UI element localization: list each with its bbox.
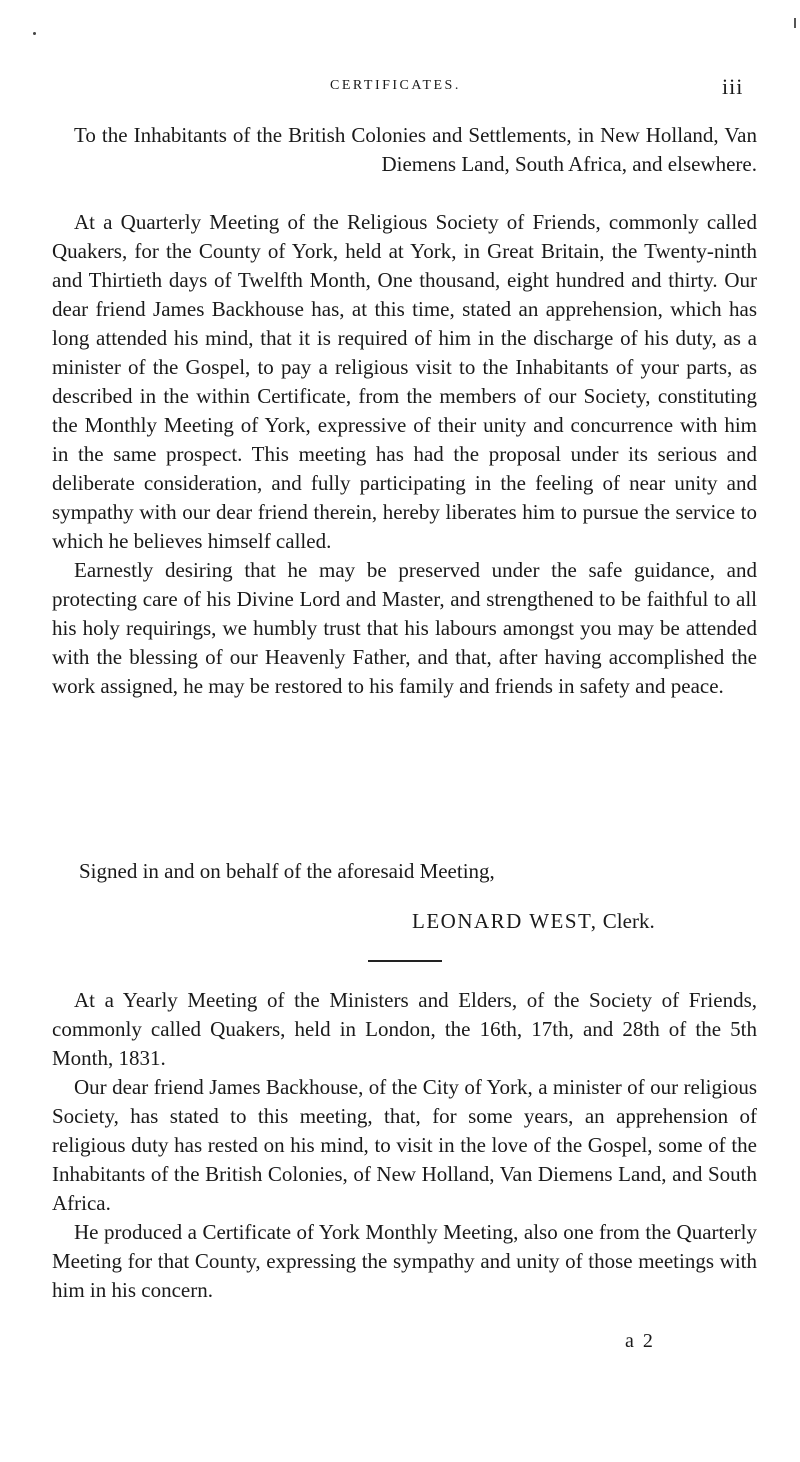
paragraph: Earnestly desiring that he may be preserved under the safe guidance, and protecting care of his Divine Lord and Master, and strengthened to be faithful to all his holy requirings, we humbly trust that his labours amongst you may be attended with the blessing of our Heavenly Father, and that, after having accomplished the work assigned, he may be restored to his family and friends in safety and peace.: [52, 558, 757, 698]
address-text: To the Inhabitants of the British Colonies and Settlements, in New Holland, Van Diemens Land, South Africa, and elsewhere.: [74, 123, 757, 176]
quarterly-meeting-minute: [52, 208, 757, 701]
print-speck: [794, 18, 796, 28]
yearly-meeting-minute: [52, 986, 757, 1305]
paragraph: He produced a Certificate of York Monthly Meeting, also one from the Quarterly Meeting for that County, expressing the sympathy and unity of those meetings with him in his concern.: [52, 1220, 757, 1302]
signed-line: Signed in and on behalf of the aforesaid Meeting,: [79, 859, 495, 883]
page-number: iii: [722, 74, 744, 99]
print-speck: [33, 32, 36, 35]
signature-mark: a 2: [625, 1330, 655, 1352]
clerk-title: Clerk.: [602, 909, 655, 933]
running-head-title: CERTIFICATES.: [330, 78, 461, 93]
paragraph: Our dear friend James Backhouse, of the City of York, a minister of our religious Society, has stated to this meeting, that, for some years, an apprehension of religious duty has rested on his mind, to visit in the love of the Gospel, some of the Inhabitants of the British Colonies, of New Holland, Van Diemens Land, and South Africa.: [52, 1075, 757, 1215]
clerk-name: LEONARD WEST,: [412, 909, 598, 933]
section-divider: [368, 960, 442, 962]
paragraph: At a Yearly Meeting of the Ministers and Elders, of the Society of Friends, commonly called Quakers, held in London, the 16th, 17th, and 28th of the 5th Month, 1831.: [52, 988, 757, 1070]
clerk-signature: [412, 909, 655, 934]
paragraph: At a Quarterly Meeting of the Religious Society of Friends, commonly called Quakers, for the County of York, held at York, in Great Britain, the Twenty-ninth and Thirtieth days of Twelfth Month, One thousand, eight hundred and thirty. Our dear friend James Backhouse has, at this time, stated an apprehension, which has long attended his mind, that it is required of him in the discharge of his duty, as a minister of the Gospel, to pay a religious visit to the Inhabitants of your parts, as described in the within Certificate, from the members of our Society, constituting the Monthly Meeting of York, expressive of their unity and concurrence with him in the same prospect. This meeting has had the proposal under its serious and deliberate consideration, and fully participating in the feeling of near unity and sympathy with our dear friend therein, hereby liberates him to pursue the service to which he believes himself called.: [52, 210, 757, 553]
address-heading: [52, 121, 757, 179]
